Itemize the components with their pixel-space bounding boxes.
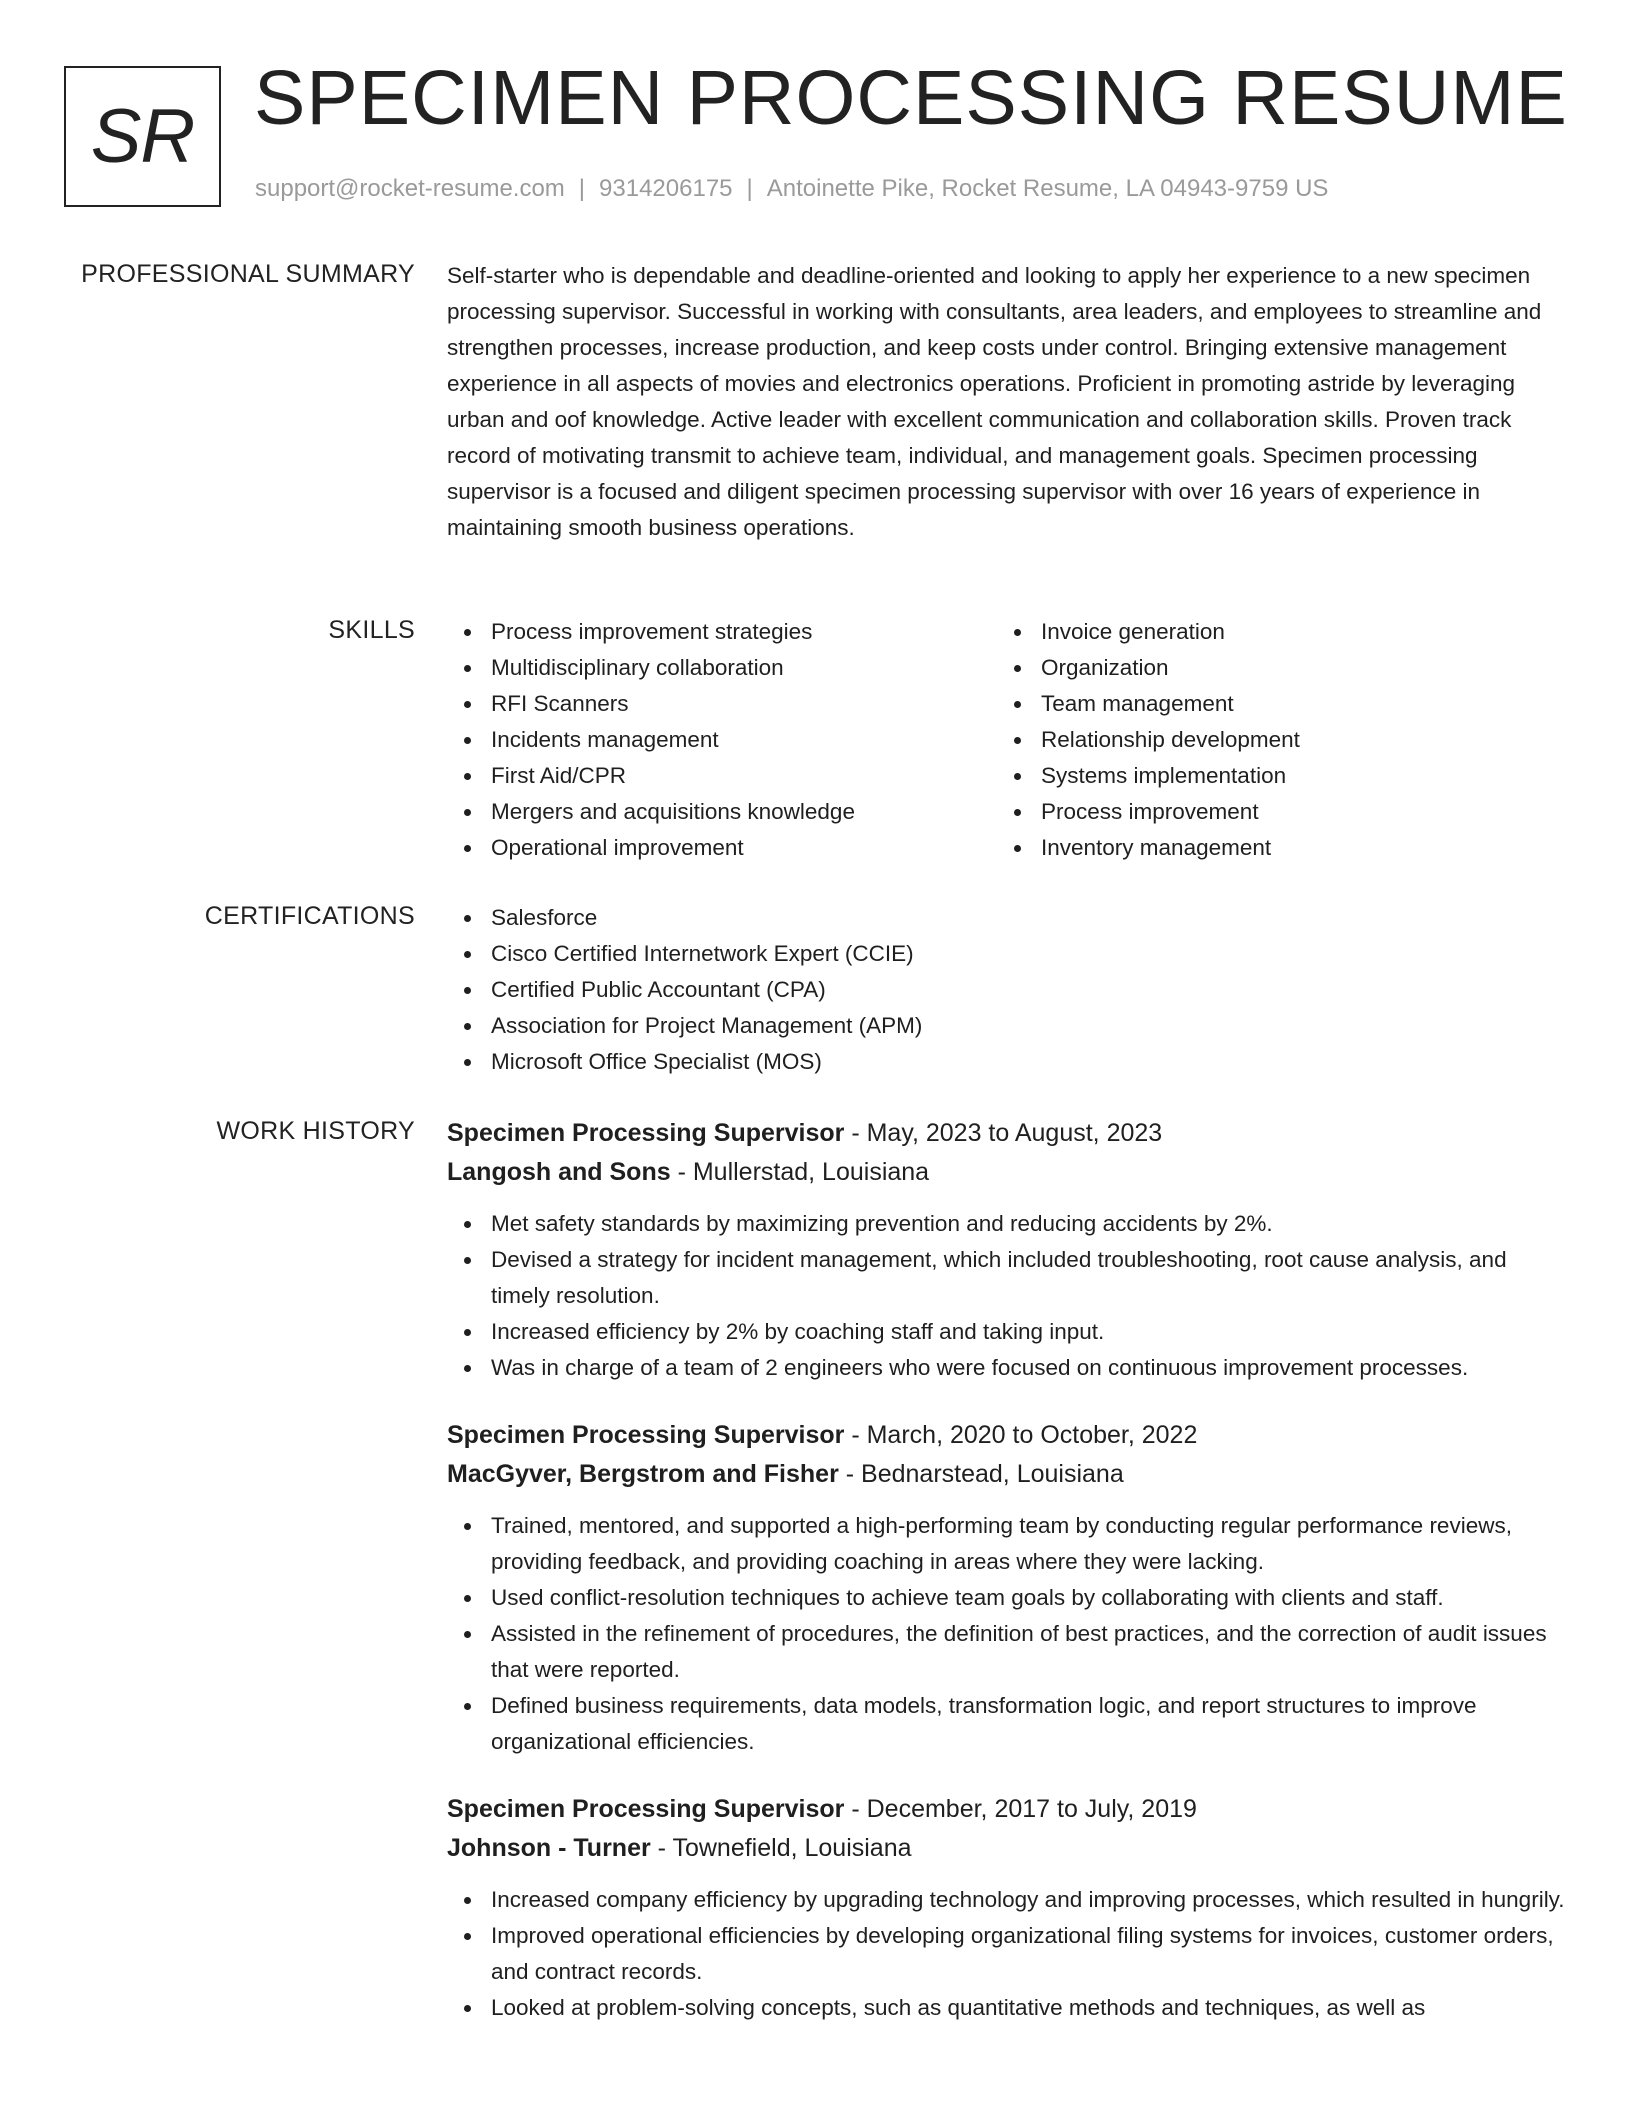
section-body [447,900,1571,1080]
certification-item: Cisco Certified Internetwork Expert (CCIE) [447,936,1571,972]
certification-item: Microsoft Office Specialist (MOS) [447,1044,1571,1080]
job-title: Specimen Processing Supervisor [447,1119,845,1147]
job-title: Specimen Processing Supervisor [447,1795,845,1823]
job-title-line [447,1114,1571,1153]
section-body [447,614,1571,866]
job-title-line [447,1416,1571,1455]
job-company: Langosh and Sons [447,1158,671,1186]
skill-item: First Aid/CPR [447,758,997,794]
contact-line [255,175,1328,203]
skill-item: Systems implementation [997,758,1547,794]
job-company: Johnson - Turner [447,1834,651,1862]
contact-separator: | [578,175,586,202]
job-bullet: Looked at problem-solving concepts, such as quantitative methods and techniques, as well as [447,1990,1571,2026]
job-bullet: Met safety standards by maximizing prevention and reducing accidents by 2%. [447,1206,1571,1242]
job-company: MacGyver, Bergstrom and Fisher [447,1460,839,1488]
skill-item: Process improvement strategies [447,614,997,650]
job-title-line [447,1790,1571,1829]
job-bullets [447,1206,1571,1386]
skill-item: Multidisciplinary collaboration [447,650,997,686]
certifications-list [447,900,1571,1080]
section-body [447,1114,1571,2056]
certification-item: Certified Public Accountant (CPA) [447,972,1571,1008]
skill-item: Incidents management [447,722,997,758]
skill-item: Inventory management [997,830,1547,866]
skills-list-right [997,614,1547,866]
contact-address: Antoinette Pike, Rocket Resume, LA 04943-9759 US [766,175,1329,202]
job-bullets [447,1508,1571,1760]
summary-paragraph: Self-starter who is dependable and deadline-oriented and looking to apply her experience to a new specimen processing supervisor. Successful in working with consultants, area leaders, and employees to streamline and strengthen processes, increase production, and keep costs under control. Bringing extensive management experience in all aspects of movies and electronics operations. Proficient in promoting astride by leveraging urban and oof knowledge. Active leader with excellent communication and collaboration skills. Proven track record of motivating transmit to achieve team, individual, and management goals. Specimen processing supervisor is a focused and diligent specimen processing supervisor with over 16 years of experience in maintaining smooth business operations. [447,263,1542,540]
section-heading: CERTIFICATIONS [204,902,415,930]
monogram-logo: SR [64,66,221,207]
job-bullets [447,1882,1571,2026]
job-dates: - December, 2017 to July, 2019 [844,1795,1197,1823]
job-bullet: Was in charge of a team of 2 engineers who were focused on continuous improvement processes. [447,1350,1571,1386]
job-company-line [447,1455,1571,1494]
certification-item: Association for Project Management (APM) [447,1008,1571,1044]
section-body [447,258,1571,546]
skill-item: Mergers and acquisitions knowledge [447,794,997,830]
skills-list-left [447,614,997,866]
contact-separator: | [746,175,753,202]
job-company-line [447,1829,1571,1868]
skill-item: Invoice generation [997,614,1547,650]
skill-item: Organization [997,650,1547,686]
certification-item: Salesforce [447,900,1571,936]
job-entry [447,1114,1571,1386]
skill-item: Team management [997,686,1547,722]
job-bullet: Increased efficiency by 2% by coaching staff and taking input. [447,1314,1571,1350]
skill-item: Operational improvement [447,830,997,866]
job-entry [447,1790,1571,2026]
resume-title: SPECIMEN PROCESSING RESUME [254,55,1568,141]
job-location: - Bednarstead, Louisiana [838,1460,1124,1488]
job-dates: - May, 2023 to August, 2023 [844,1119,1163,1147]
skill-item: Relationship development [997,722,1547,758]
job-bullet: Trained, mentored, and supported a high-performing team by conducting regular performance reviews, providing feedback, and providing coaching in areas where they were lacking. [447,1508,1571,1580]
section-heading: PROFESSIONAL SUMMARY [81,260,415,288]
job-location: - Mullerstad, Louisiana [670,1158,930,1186]
job-bullet: Increased company efficiency by upgrading technology and improving processes, which resulted in hungrily. [447,1882,1571,1918]
job-bullet: Defined business requirements, data models, transformation logic, and report structures to improve organizational efficiencies. [447,1688,1571,1760]
skills-columns [447,614,1571,866]
section-heading: WORK HISTORY [216,1117,415,1145]
contact-email: support@rocket-resume.com [255,175,565,202]
job-title: Specimen Processing Supervisor [447,1421,845,1449]
skill-item: Process improvement [997,794,1547,830]
skill-item: RFI Scanners [447,686,997,722]
contact-phone: 9314206175 [599,175,733,202]
job-company-line [447,1153,1571,1192]
job-location: - Townefield, Louisiana [650,1834,912,1862]
job-bullet: Used conflict-resolution techniques to achieve team goals by collaborating with clients and staff. [447,1580,1571,1616]
job-bullet: Assisted in the refinement of procedures, the definition of best practices, and the correction of audit issues that were reported. [447,1616,1571,1688]
job-bullet: Improved operational efficiencies by developing organizational filing systems for invoices, customer orders, and contract records. [447,1918,1571,1990]
job-bullet: Devised a strategy for incident management, which included troubleshooting, root cause analysis, and timely resolution. [447,1242,1571,1314]
section-heading: SKILLS [328,616,415,644]
job-entry [447,1416,1571,1760]
job-dates: - March, 2020 to October, 2022 [844,1421,1198,1449]
